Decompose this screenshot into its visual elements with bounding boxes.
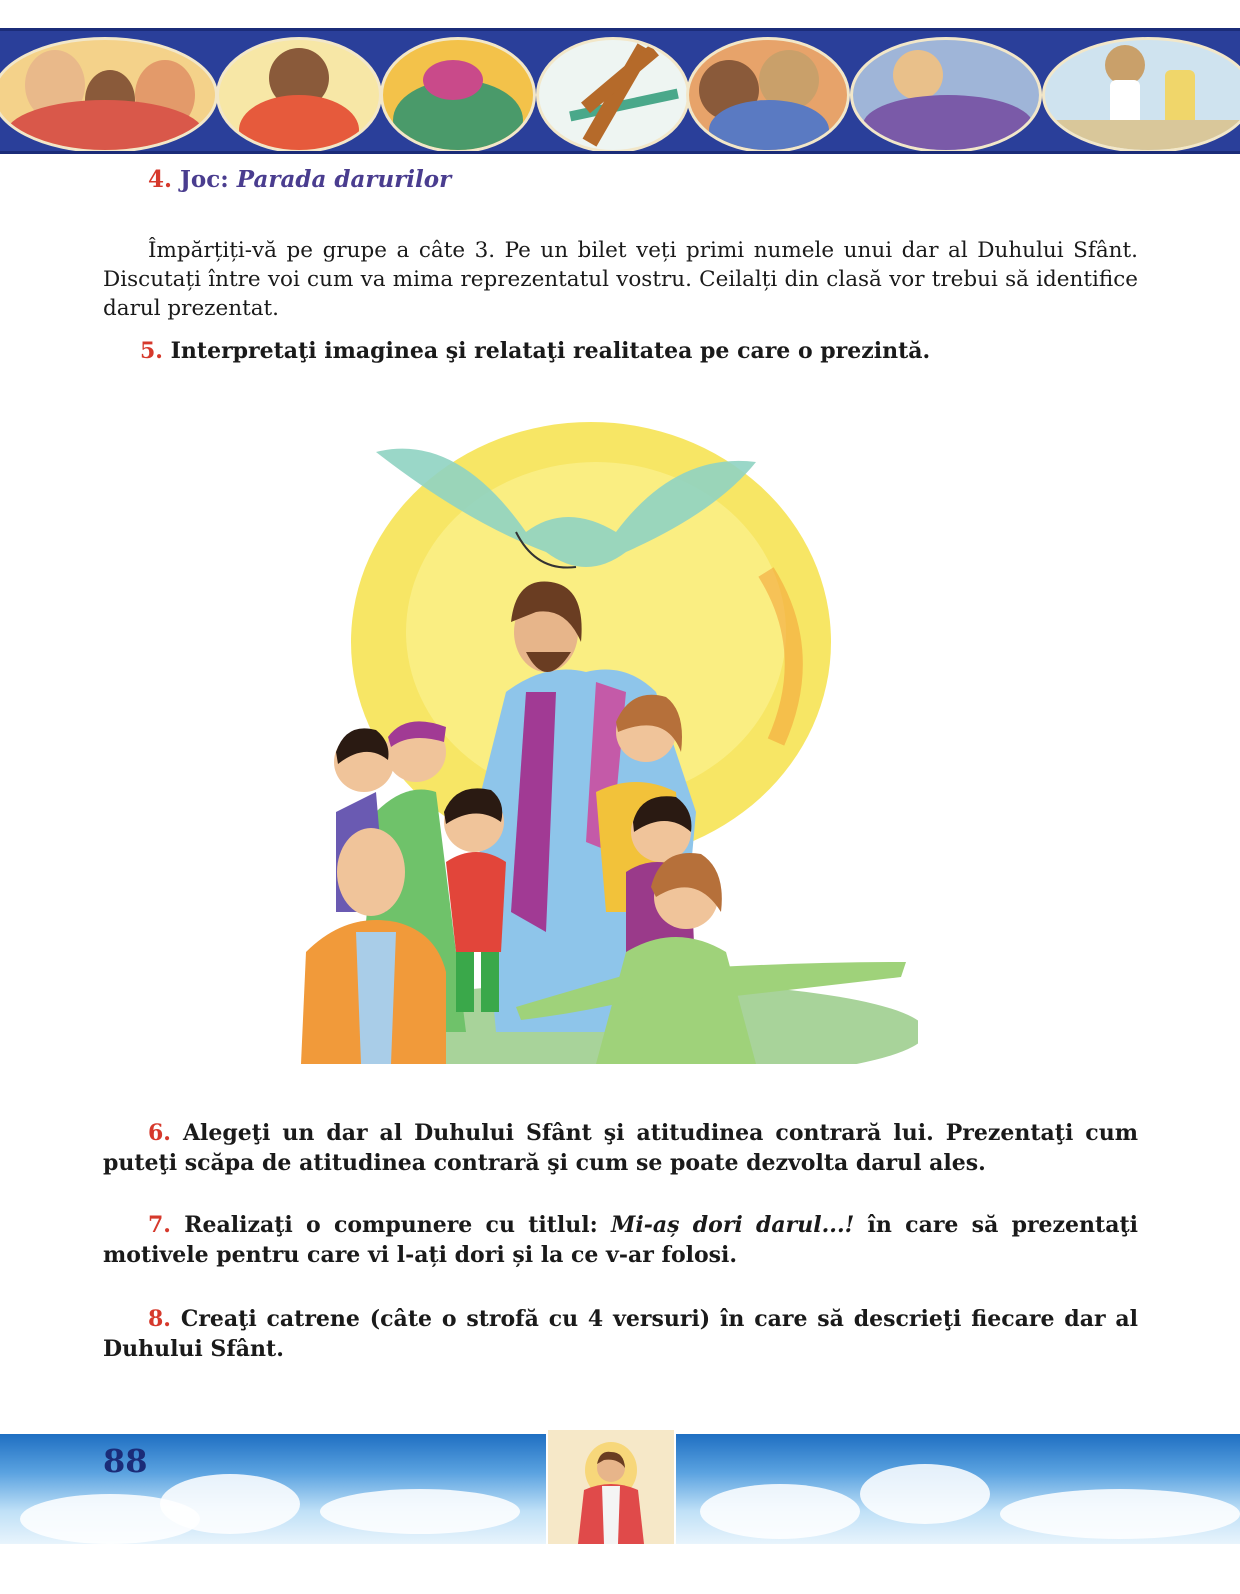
exercise-7 xyxy=(103,1210,1138,1270)
exercise-5 xyxy=(140,338,930,364)
exercise-8-text: Creaţi catrene (câte o strofă cu 4 versuri) în care să descrieţi fiecare dar al Duhului Sfânt. xyxy=(103,1306,1138,1362)
exercise-4-heading xyxy=(148,166,451,193)
illustration-jesus-with-people xyxy=(296,392,918,1064)
top-banner xyxy=(0,28,1240,154)
exercise-7-text-before: Realizaţi o compunere cu titlul: xyxy=(184,1212,598,1238)
exercise-7-text-after: în care să prezentaţi motivele pentru care vi l-ați dori și la ce v-ar folosi. xyxy=(103,1212,1138,1268)
exercise-5-text: Interpretaţi imaginea şi relataţi realitatea pe care o prezintă. xyxy=(170,338,931,364)
exercise-5-number: 5. xyxy=(140,338,163,364)
exercise-4-prefix: Joc: xyxy=(180,166,229,193)
exercise-6-number: 6. xyxy=(148,1120,171,1146)
banner-vignette-crowd xyxy=(380,37,536,153)
banner-vignette-family xyxy=(0,37,218,153)
exercise-4-text: Împărțiți-vă pe grupe a câte 3. Pe un bilet veți primi numele unui dar al Duhului Sfânt. Discutați între voi cum va mima reprezentatul vostru. Ceilalți din clasă vor trebui să identifice darul prezentat. xyxy=(103,238,1138,321)
banner-vignette-apostles xyxy=(686,37,850,153)
exercise-7-title: Mi-aș dori darul...! xyxy=(611,1212,855,1238)
banner-vignette-storm xyxy=(850,37,1042,153)
exercise-4-number: 4. xyxy=(148,166,173,193)
footer-jesus-icon xyxy=(546,1428,676,1546)
banner-vignette-jesus-walking xyxy=(1042,37,1240,153)
exercise-4-title: Parada darurilor xyxy=(236,166,452,193)
page-number: 88 xyxy=(103,1442,148,1480)
exercise-6 xyxy=(103,1118,1138,1178)
exercise-8 xyxy=(103,1304,1138,1364)
exercise-7-number: 7. xyxy=(148,1212,171,1238)
exercise-8-number: 8. xyxy=(148,1306,171,1332)
exercise-6-text: Alegeţi un dar al Duhului Sfânt şi atitudinea contrară lui. Prezentaţi cum puteţi scăpa de atitudinea contrară şi cum se poate dezvolta darul ales. xyxy=(103,1120,1138,1176)
banner-vignette-cross xyxy=(536,37,690,153)
banner-vignette-jesus-teaching xyxy=(216,37,382,153)
